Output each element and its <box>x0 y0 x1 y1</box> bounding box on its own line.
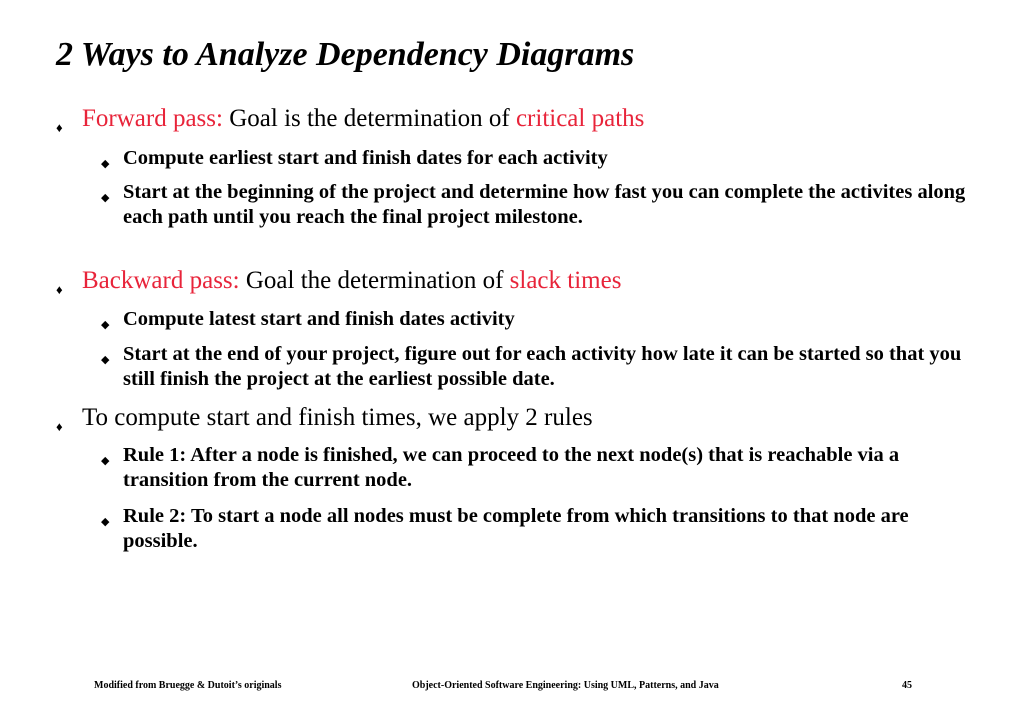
point-text: To compute start and finish times, we apply 2 rules <box>82 404 593 431</box>
footer-credit: Modified from Bruegge & Dutoit’s originals <box>94 680 282 691</box>
point-highlight: slack times <box>509 267 622 294</box>
slide-title: 2 Ways to Analyze Dependency Diagrams <box>56 36 635 73</box>
point-label: Forward pass: <box>82 105 223 132</box>
sub-point-text: Rule 2: To start a node all nodes must be complete from which transitions to that node are possible. <box>123 505 909 552</box>
point-text: Goal the determination of <box>239 267 510 294</box>
sub-point-text: Compute earliest start and finish dates for each activity <box>123 147 608 169</box>
sub-point <box>101 342 981 392</box>
diamond-bullet-icon: ♦ <box>56 282 63 297</box>
footer-book-title: Object-Oriented Software Engineering: Using UML, Patterns, and Java <box>412 680 719 691</box>
page-number: 45 <box>902 680 912 691</box>
diamond-bullet-icon: ◆ <box>101 192 110 204</box>
sub-point-text: Rule 1: After a node is finished, we can proceed to the next node(s) that is reachable via a transition from the current node. <box>123 444 900 491</box>
sub-point <box>101 504 981 554</box>
diamond-bullet-icon: ◆ <box>101 158 110 170</box>
diamond-bullet-icon: ◆ <box>101 455 110 467</box>
point-text: Goal is the determination of <box>222 105 516 132</box>
sub-point-text: Start at the end of your project, figure out for each activity how late it can be started so that you still finish the project at the earliest possible date. <box>123 343 962 390</box>
sub-point <box>101 180 981 230</box>
sub-point <box>101 307 981 332</box>
sub-point-text: Compute latest start and finish dates activity <box>123 308 515 330</box>
point-label: Backward pass: <box>82 267 240 294</box>
diamond-bullet-icon: ◆ <box>101 516 110 528</box>
diamond-bullet-icon: ♦ <box>56 120 63 135</box>
point-highlight: critical paths <box>515 105 645 132</box>
sub-point <box>101 146 981 171</box>
diamond-bullet-icon: ♦ <box>56 419 63 434</box>
sub-point-text: Start at the beginning of the project and determine how fast you can complete the activites along each path until you reach the final project milestone. <box>123 181 966 228</box>
sub-point <box>101 443 981 493</box>
diamond-bullet-icon: ◆ <box>101 319 110 331</box>
diamond-bullet-icon: ◆ <box>101 354 110 366</box>
